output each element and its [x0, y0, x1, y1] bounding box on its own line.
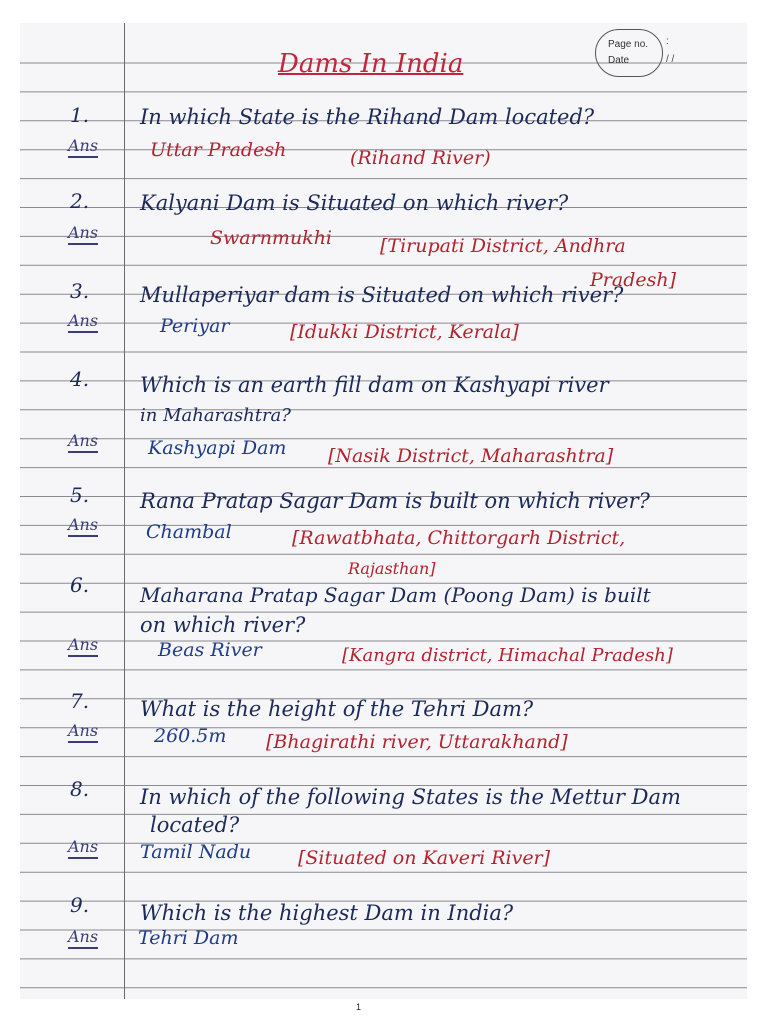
answer-label: Ans [68, 635, 98, 657]
answer-detail: [Nasik District, Maharashtra] [328, 445, 614, 467]
answer-text: Chambal [146, 521, 232, 543]
question-number: 8. [70, 777, 90, 801]
answer-label: Ans [68, 721, 98, 743]
question-text: Kalyani Dam is Situated on which river? [140, 191, 569, 215]
answer-label: Ans [68, 837, 98, 859]
page-title: Dams In India [278, 49, 464, 79]
question-text: Mullaperiyar dam is Situated on which river? [140, 283, 624, 307]
answer-detail: [Kangra district, Himachal Pradesh] [342, 645, 673, 666]
answer-detail-cont: Rajasthan] [348, 559, 436, 578]
margin-line [124, 23, 125, 999]
question-number: 3. [70, 279, 90, 303]
question-number: 7. [70, 689, 90, 713]
answer-detail: (Rihand River) [350, 147, 491, 169]
question-text: What is the height of the Tehri Dam? [140, 697, 534, 721]
answer-label: Ans [68, 431, 98, 453]
question-text-cont: in Maharashtra? [140, 405, 291, 426]
question-number: 6. [70, 573, 90, 597]
question-text-cont: located? [150, 813, 240, 837]
answer-text: Periyar [160, 315, 230, 337]
question-number: 4. [70, 367, 90, 391]
answer-detail: [Idukki District, Kerala] [290, 321, 519, 343]
question-text: Which is the highest Dam in India? [140, 901, 514, 925]
question-text-cont: on which river? [140, 613, 306, 637]
question-number: 9. [70, 893, 90, 917]
stamp-fields [666, 33, 674, 69]
question-text: Rana Pratap Sagar Dam is built on which river? [140, 489, 650, 513]
page-no-label: Page no. [608, 39, 649, 50]
question-number: 1. [70, 103, 90, 127]
question-text: In which of the following States is the Mettur Dam [140, 785, 681, 809]
page-date-stamp [595, 29, 663, 77]
answer-text: Uttar Pradesh [150, 139, 287, 161]
answer-text: Tamil Nadu [140, 841, 252, 863]
answer-text: 260.5m [154, 725, 227, 747]
page-number: 1 [356, 1002, 362, 1012]
question-text: In which State is the Rihand Dam located? [140, 105, 595, 129]
answer-label: Ans [68, 515, 98, 537]
notebook-page [20, 23, 747, 999]
date-label: Date [608, 55, 630, 66]
answer-detail: [Rawatbhata, Chittorgarh District, [292, 527, 626, 549]
answer-text: Kashyapi Dam [148, 437, 287, 459]
answer-label: Ans [68, 136, 98, 158]
question-number: 5. [70, 483, 90, 507]
page-no-field: : [666, 36, 669, 47]
answer-label: Ans [68, 927, 98, 949]
question-text: Maharana Pratap Sagar Dam (Poong Dam) is built [140, 583, 651, 607]
answer-text: Beas River [158, 639, 262, 661]
answer-text: Tehri Dam [138, 927, 239, 949]
answer-label: Ans [68, 311, 98, 333]
answer-detail-cont: Pradesh] [590, 269, 677, 291]
answer-detail: [Situated on Kaveri River] [298, 847, 551, 869]
question-number: 2. [70, 189, 90, 213]
date-field: / / [666, 54, 675, 65]
question-text: Which is an earth fill dam on Kashyapi river [140, 373, 609, 397]
answer-detail: [Tirupati District, Andhra [380, 235, 626, 257]
answer-detail: [Bhagirathi river, Uttarakhand] [266, 731, 568, 753]
answer-label: Ans [68, 223, 98, 245]
answer-text: Swarnmukhi [210, 227, 333, 249]
